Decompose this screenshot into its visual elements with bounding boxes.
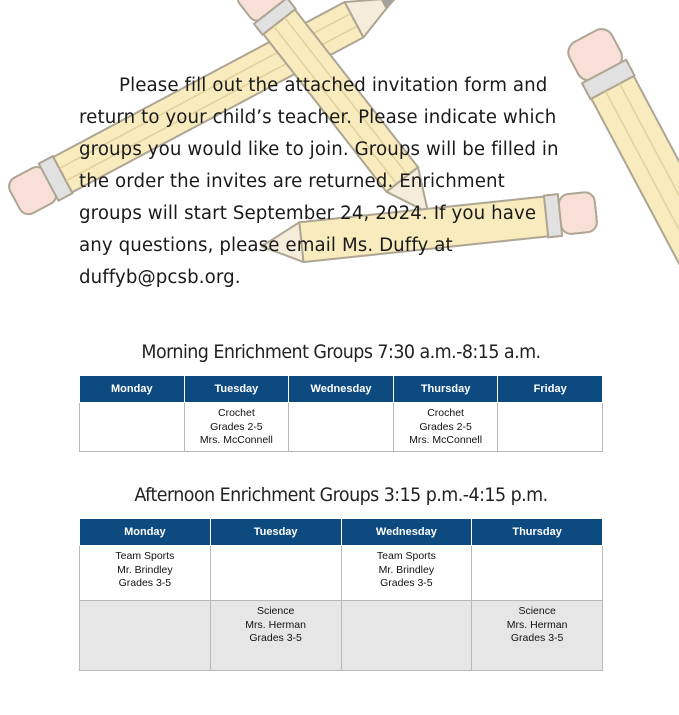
table-cell <box>289 403 394 452</box>
table-header-row <box>80 519 603 546</box>
group-name: Crochet <box>218 407 255 419</box>
group-grades: Grades 3-5 <box>118 577 172 589</box>
group-grades: Grades 2-5 <box>210 420 263 433</box>
morning-groups-title: Morning Enrichment Groups 7:30 a.m.-8:15 a.m. <box>141 341 541 363</box>
header-tuesday: Tuesday <box>210 519 341 546</box>
morning-schedule-table <box>79 375 603 452</box>
table-cell <box>80 403 185 452</box>
group-grades: Grades 3-5 <box>510 632 564 644</box>
group-teacher: Mrs. McConnell <box>409 434 483 446</box>
header-wednesday: Wednesday <box>289 376 394 403</box>
header-tuesday: Tuesday <box>184 376 289 403</box>
group-grades: Grades 2-5 <box>419 420 472 433</box>
intro-line: any questions, please email Ms. Duffy at <box>79 235 453 256</box>
group-name: Team Sports <box>376 550 436 562</box>
group-grades: Grades 3-5 <box>249 632 302 644</box>
group-teacher: Mr. Brindley <box>117 563 173 576</box>
intro-paragraph <box>79 70 604 294</box>
intro-line: the order the invites are returned. Enrichment <box>79 171 505 192</box>
header-thursday: Thursday <box>393 376 498 403</box>
table-cell <box>341 546 472 601</box>
table-cell <box>80 546 211 601</box>
table-cell <box>210 601 341 671</box>
group-teacher: Mrs. McConnell <box>199 434 273 446</box>
table-cell <box>472 601 603 671</box>
table-cell <box>210 546 341 601</box>
header-monday: Monday <box>80 376 185 403</box>
group-grades: Grades 3-5 <box>380 577 433 589</box>
table-header-row <box>80 376 603 403</box>
table-row <box>80 546 603 601</box>
header-wednesday: Wednesday <box>341 519 472 546</box>
group-name: Science <box>256 605 295 617</box>
table-row <box>80 601 603 671</box>
table-cell <box>80 601 211 671</box>
intro-line: groups you would like to join. Groups will be filled in <box>79 139 559 160</box>
group-name: Team Sports <box>115 550 175 562</box>
group-teacher: Mrs. Herman <box>506 618 568 631</box>
afternoon-schedule-table <box>79 518 603 671</box>
header-friday: Friday <box>498 376 603 403</box>
group-teacher: Mrs. Herman <box>245 618 306 631</box>
table-row <box>80 403 603 452</box>
intro-email[interactable]: duffyb@pcsb.org. <box>79 267 241 288</box>
intro-line: return to your child’s teacher. Please indicate which <box>79 107 557 128</box>
table-cell <box>184 403 289 452</box>
group-teacher: Mr. Brindley <box>378 563 435 576</box>
table-cell <box>393 403 498 452</box>
afternoon-groups-title: Afternoon Enrichment Groups 3:15 p.m.-4:15 p.m. <box>134 484 548 506</box>
group-name: Crochet <box>427 407 464 419</box>
table-cell <box>498 403 603 452</box>
table-cell <box>341 601 472 671</box>
header-monday: Monday <box>80 519 211 546</box>
group-name: Science <box>518 605 556 617</box>
table-cell <box>472 546 603 601</box>
intro-line: groups will start September 24, 2024. If you have <box>79 203 537 224</box>
header-thursday: Thursday <box>472 519 603 546</box>
intro-line: Please fill out the attached invitation form and <box>119 75 548 96</box>
